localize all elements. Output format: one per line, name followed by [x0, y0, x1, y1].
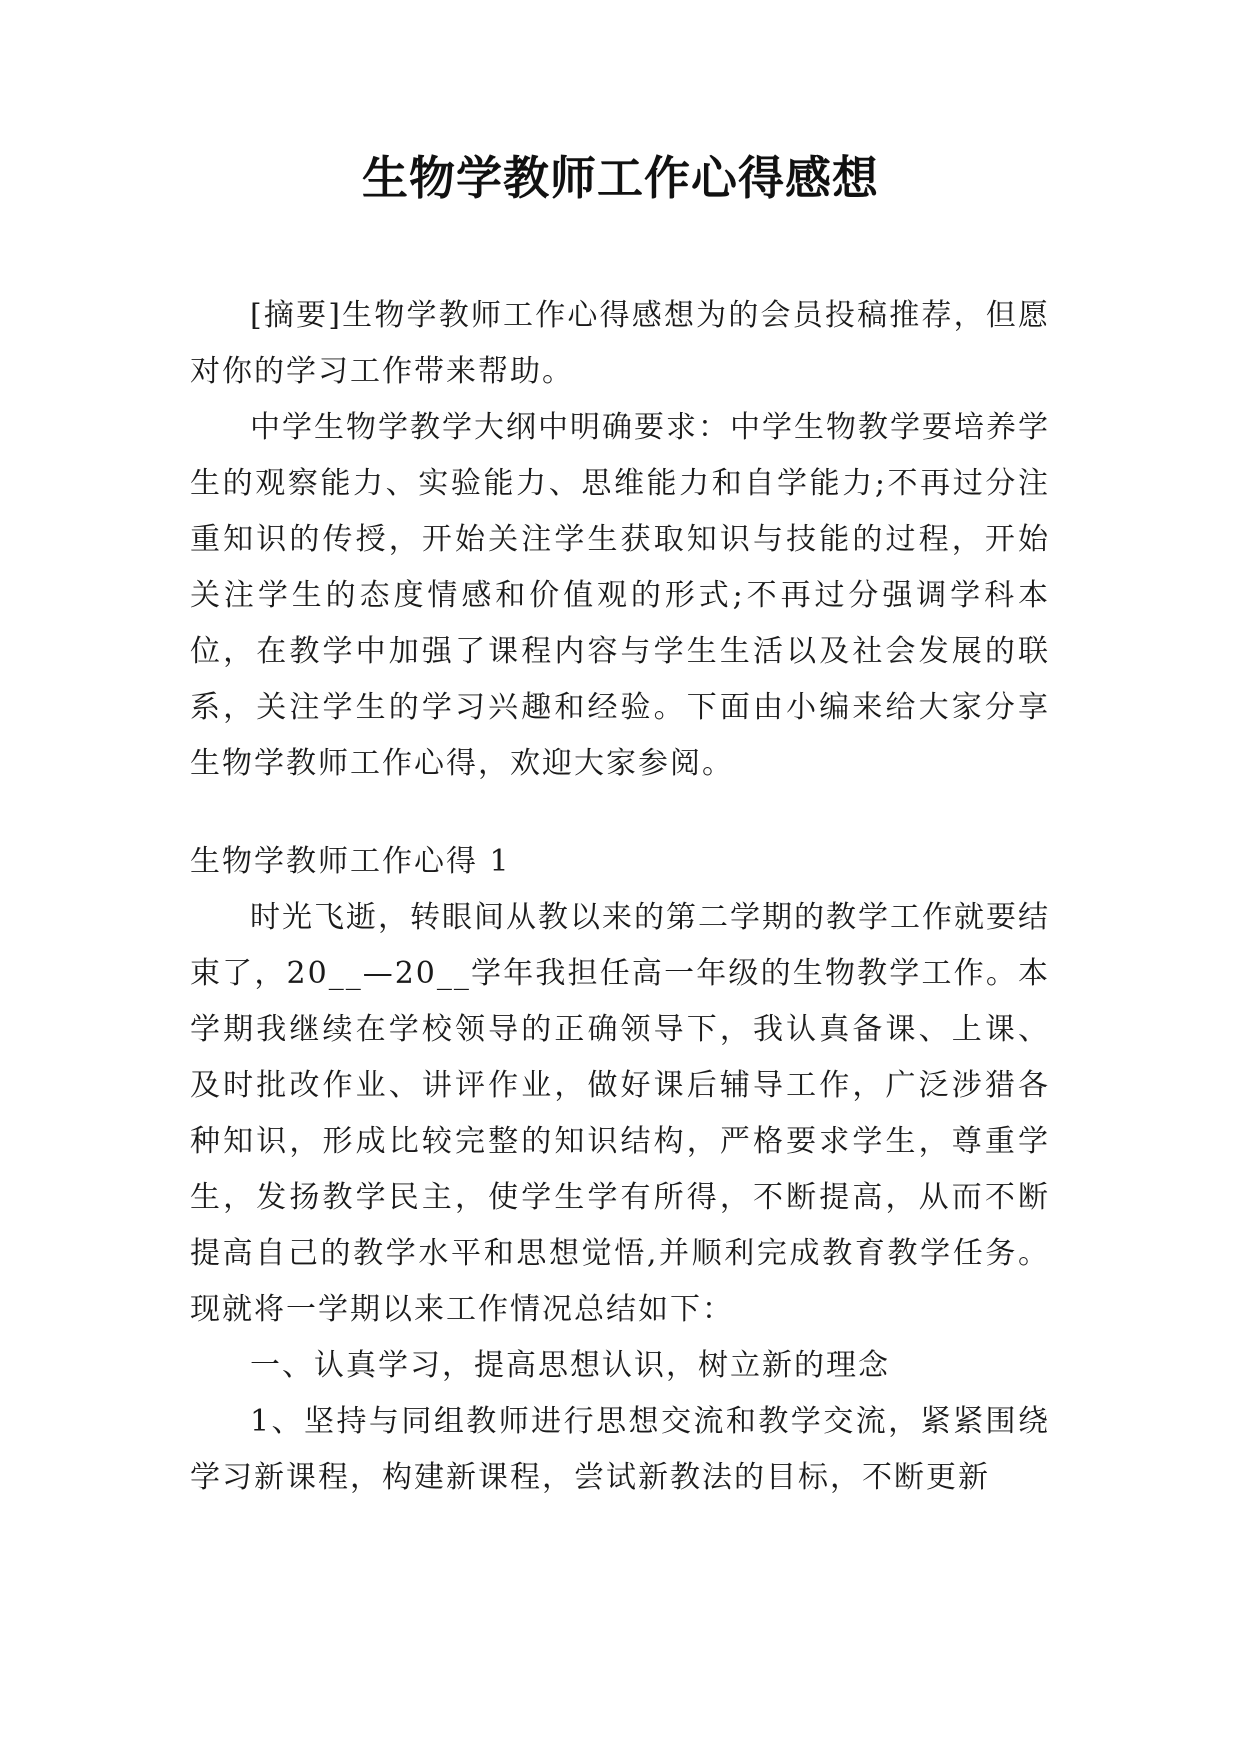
subheading-1: 一、认真学习，提高思想认识，树立新的理念 [250, 1348, 890, 1383]
intro-block [190, 288, 1050, 792]
abstract-paragraph: [摘要]生物学教师工作心得感想为的会员投稿推荐，但愿对你的学习工作带来帮助。 [190, 298, 1050, 389]
document-title: 生物学教师工作心得感想 [362, 151, 879, 205]
section-heading: 生物学教师工作心得 1 [190, 844, 511, 879]
point-1-paragraph: 1、坚持与同组教师进行思想交流和教学交流，紧紧围绕学习新课程，构建新课程，尝试新教法的目标，不断更新 [190, 1404, 1050, 1495]
section-paragraph: 时光飞逝，转眼间从教以来的第二学期的教学工作就要结束了，20__—20__学年我担任高一年级的生物教学工作。本学期我继续在学校领导的正确领导下，我认真备课、上课、及时批改作业、讲评作业，做好课后辅导工作，广泛涉猎各种知识，形成比较完整的知识结构，严格要求学生，尊重学生，发扬教学民主，使学生学有所得，不断提高，从而不断提高自己的教学水平和思想觉悟,并顺利完成教育教学任务。现就将一学期以来工作情况总结如下： [190, 900, 1050, 1327]
section-block [190, 834, 1050, 1506]
intro-paragraph: 中学生物学教学大纲中明确要求：中学生物教学要培养学生的观察能力、实验能力、思维能力和自学能力;不再过分注重知识的传授，开始关注学生获取知识与技能的过程，开始关注学生的态度情感和价值观的形式;不再过分强调学科本位，在教学中加强了课程内容与学生生活以及社会发展的联系，关注学生的学习兴趣和经验。下面由小编来给大家分享生物学教师工作心得，欢迎大家参阅。 [190, 410, 1050, 781]
